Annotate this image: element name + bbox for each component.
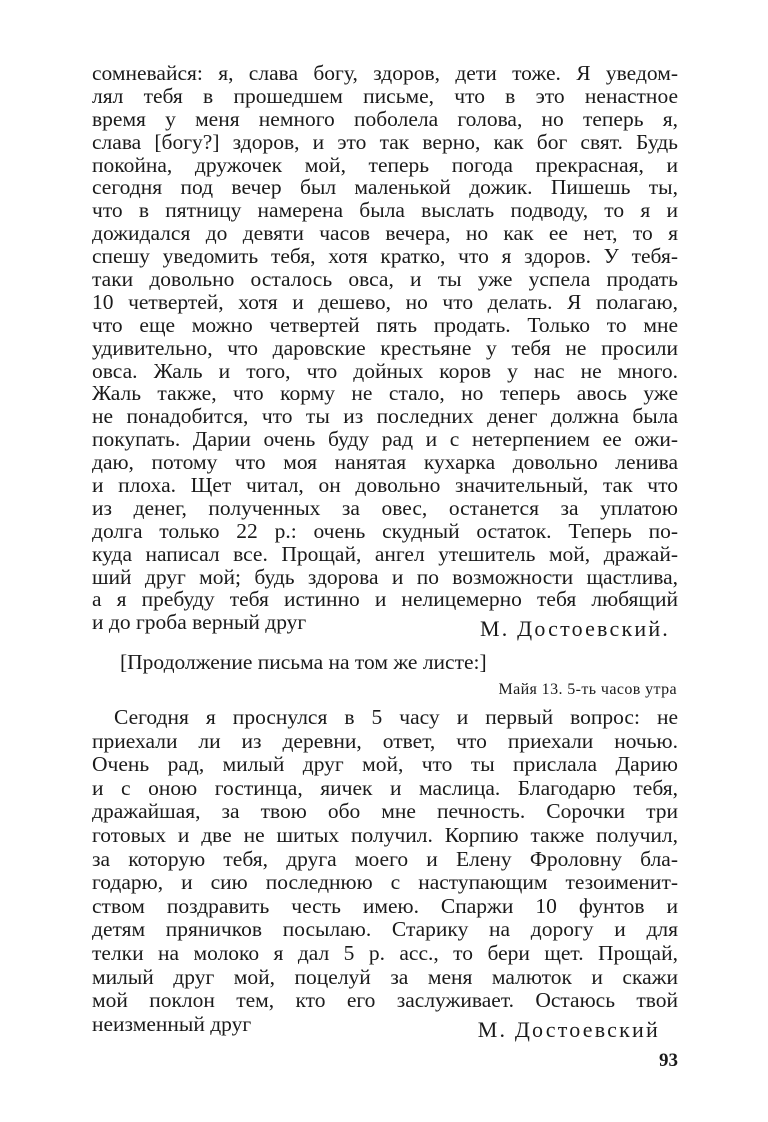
letter-line: слава [богу?] здоров, и это так верно, как бог свят. Будь <box>92 129 678 154</box>
page-number: 93 <box>659 1050 678 1071</box>
continuation-date: Майя 13. 5-ть часов утра <box>498 681 677 698</box>
letter-line: спешу уведомить тебя, хотя кратко, что я здоров. У тебя- <box>92 244 678 269</box>
letter-body <box>92 62 678 634</box>
letter-line: дожидался до девяти часов вечера, но как ее нет, то я <box>92 221 678 246</box>
letter-line: 10 четвертей, хотя и дешево, но что делать. Я полагаю, <box>92 289 678 314</box>
continuation-line: приехали ли из деревни, ответ, что приехали ночью. <box>92 728 678 753</box>
letter-line: лял тебя в прошедшем письме, что в это ненастное <box>92 83 678 108</box>
continuation-line: милый друг мой, поцелуй за меня малюток и скажи <box>92 964 678 989</box>
continuation-line: Очень рад, милый друг мой, что ты прислала Дарию <box>92 752 678 777</box>
letter-line: удивительно, что даровские крестьяне у тебя не просили <box>92 335 678 360</box>
letter-line: что в пятницу намерена была выслать подводу, то я и <box>92 198 678 223</box>
continuation-line: за которую тебя, друга моего и Елену Фроловну бла- <box>92 846 678 871</box>
letter-line: из денег, полученных за овес, останется за уплатою <box>92 495 678 520</box>
letter-line: покойна, дружочек мой, теперь погода прекрасная, и <box>92 152 678 177</box>
continuation-line: мой поклон тем, кто его заслуживает. Остаюсь твой <box>92 988 678 1013</box>
letter-line: овса. Жаль и того, что дойных коров у нас не много. <box>92 358 678 383</box>
letter-line: Жаль также, что корму не стало, но теперь авось уже <box>92 381 678 406</box>
letter-line: не понадобится, что ты из последних денег должна была <box>92 404 678 429</box>
continuation-body <box>92 706 678 1036</box>
continuation-signature: М. Достоевский <box>477 1017 660 1042</box>
continuation-line: детям пряничков посылаю. Старику на дорогу и для <box>92 917 678 942</box>
letter-line: сомневайся: я, слава богу, здоров, дети тоже. Я уведом- <box>92 61 678 85</box>
letter-line: сегодня под вечер был маленькой дожик. Пишешь ты, <box>92 175 678 200</box>
continuation-line: Сегодня я проснулся в 5 часу и первый вопрос: не <box>114 705 678 729</box>
editorial-bracket-note: [Продолжение письма на том же листе:] <box>120 650 487 674</box>
letter-line: и до гроба верный друг <box>92 610 307 635</box>
continuation-line: готовых и две не шитых получил. Корпию также получил, <box>92 822 678 847</box>
letter-line: время у меня немного поболела голова, но теперь я, <box>92 106 678 131</box>
continuation-line: телки на молоко я дал 5 р. асс., то бери щет. Прощай, <box>92 940 678 965</box>
letter-line: даю, потому что моя нанятая кухарка довольно ленива <box>92 450 678 475</box>
continuation-line: ством поздравить честь имею. Спаржи 10 фунтов и <box>92 893 678 918</box>
letter-line: таки довольно осталось овса, и ты уже успела продать <box>92 267 678 292</box>
continuation-line: неизменный друг <box>92 1011 252 1036</box>
letter-line: что еще можно четвертей пять продать. Только то мне <box>92 312 678 337</box>
letter-signature: М. Достоевский. <box>480 616 670 641</box>
letter-line: покупать. Дарии очень буду рад и с нетерпением ее ожи- <box>92 427 678 452</box>
letter-line: куда написал все. Прощай, ангел утешитель мой, дражай- <box>92 541 678 566</box>
continuation-line: дражайшая, за твою обо мне печность. Сорочки три <box>92 799 678 824</box>
letter-line: ший друг мой; будь здорова и по возможности щастлива, <box>92 564 678 589</box>
letter-line: а я пребуду тебя истинно и нелицемерно тебя любящий <box>92 587 678 612</box>
continuation-line: годарю, и сию последнюю с наступающим тезоименит- <box>92 870 678 895</box>
continuation-line: и с оною гостинца, яичек и маслица. Благодарю тебя, <box>92 775 678 800</box>
letter-line: долга только 22 р.: очень скудный остаток. Теперь по- <box>92 518 678 543</box>
letter-line: и плоха. Щет читал, он довольно значительный, так что <box>92 473 678 498</box>
